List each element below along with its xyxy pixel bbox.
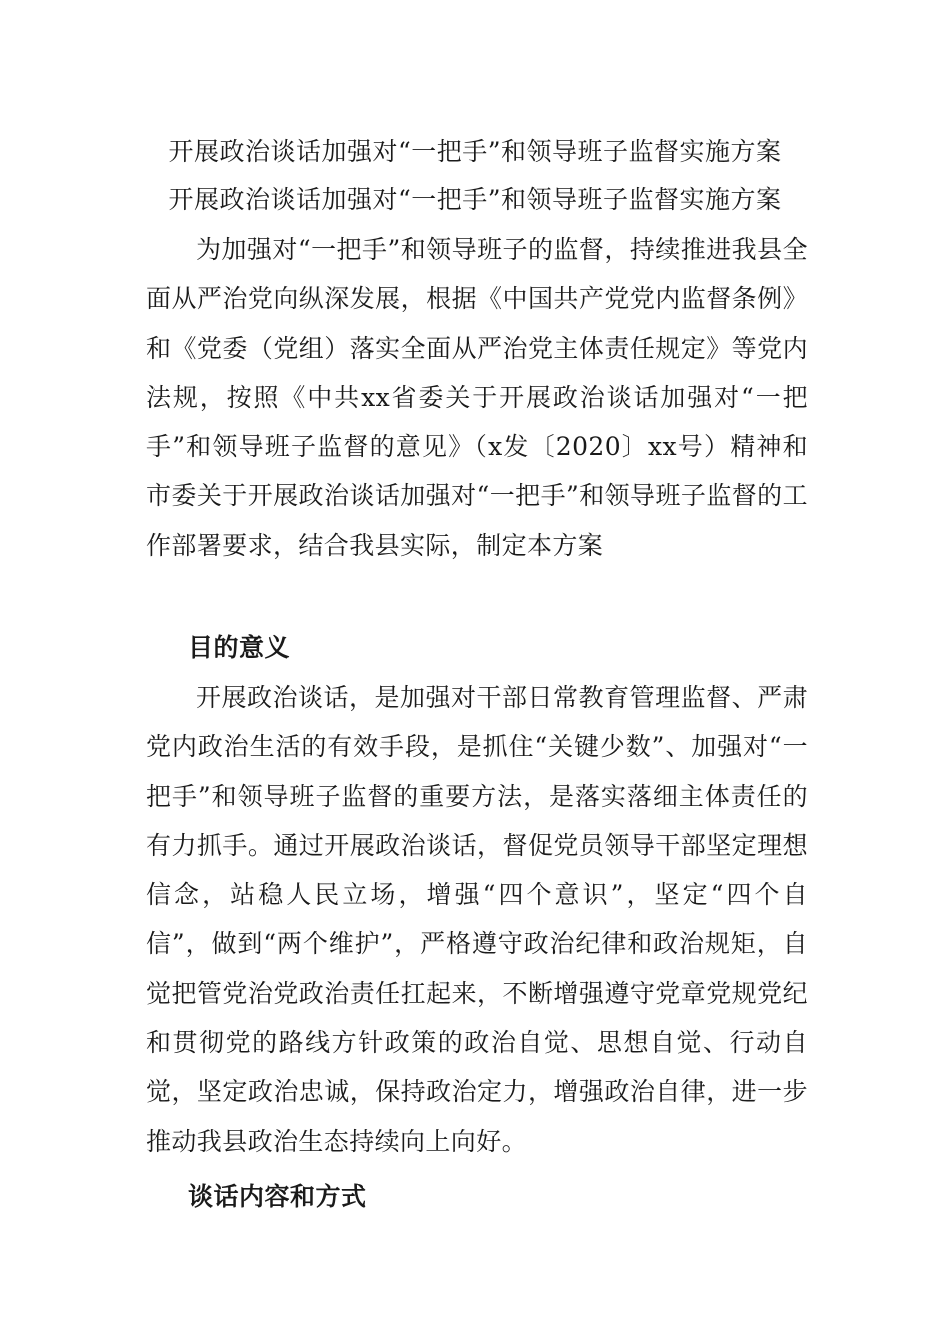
- document-subtitle: 开展政治谈话加强对“一把手”和领导班子监督实施方案: [168, 185, 782, 214]
- document-title: 开展政治谈话加强对“一把手”和领导班子监督实施方案: [168, 137, 782, 166]
- section-heading-content: 谈话内容和方式: [188, 1182, 367, 1211]
- intro-paragraph: 为加强对“一把手”和领导班子的监督，持续推进我县全面从严治党向纵深发展，根据《中国共产党党内监督条例》和《党委（党组）落实全面从严治党主体责任规定》等党内法规，按照《中共xx省委关于开展政治谈话加强对“一把手”和领导班子监督的意见》（x发〔2020〕xx号）精神和市委关于开展政治谈话加强对“一把手”和领导班子监督的工作部署要求，结合我县实际，制定本方案: [146, 235, 808, 560]
- section-heading-purpose: 目的意义: [188, 633, 291, 662]
- purpose-paragraph: 开展政治谈话，是加强对干部日常教育管理监督、严肃党内政治生活的有效手段，是抓住“关键少数”、加强对“一把手”和领导班子监督的重要方法，是落实落细主体责任的有力抓手。通过开展政治谈话，督促党员领导干部坚定理想信念，站稳人民立场，增强“四个意识”，坚定“四个自信”，做到“两个维护”，严格遵守政治纪律和政治规矩，自觉把管党治党政治责任扛起来，不断增强遵守党章党规党纪和贯彻党的路线方针政策的政治自觉、思想自觉、行动自觉，坚定政治忠诚，保持政治定力，增强政治自律，进一步推动我县政治生态持续向上向好。: [146, 683, 808, 1156]
